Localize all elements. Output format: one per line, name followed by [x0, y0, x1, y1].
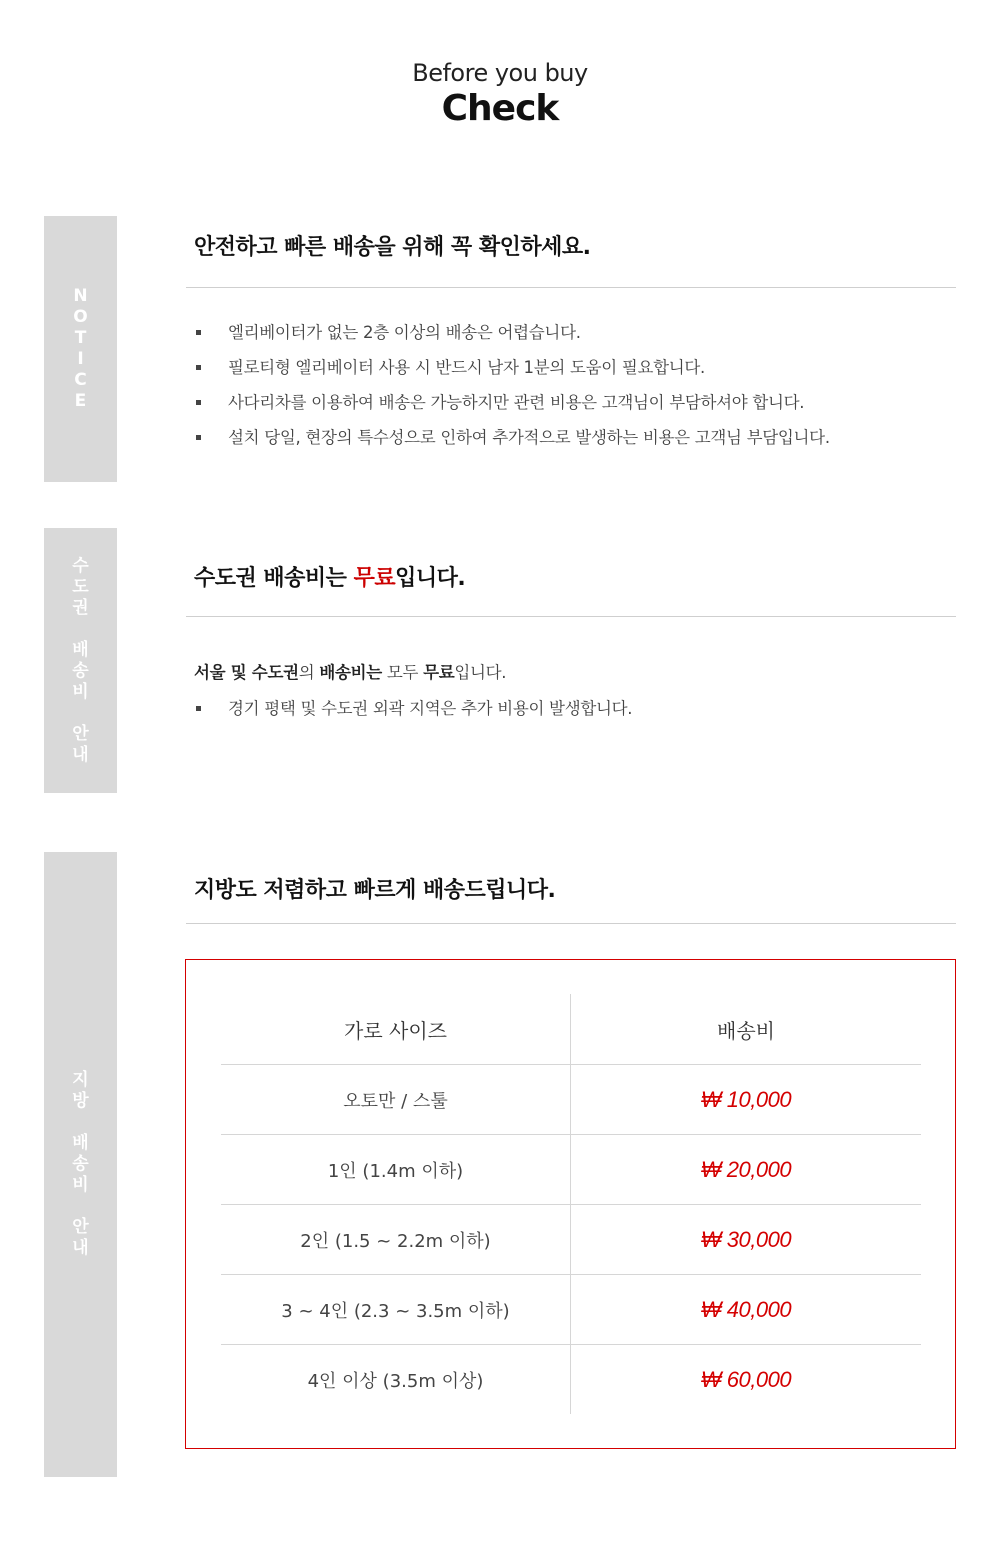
page-title: Check — [441, 88, 559, 129]
notice-item: 엘리베이터가 없는 2층 이상의 배송은 어렵습니다. — [196, 315, 830, 350]
size-cell: 1인 (1.4m 이하) — [221, 1135, 571, 1204]
side-tab-char: 송 — [72, 660, 89, 681]
capital-divider — [186, 616, 956, 617]
lead-bold: 배송비는 — [319, 663, 382, 682]
size-cell: 오토만 / 스툴 — [221, 1065, 571, 1134]
side-tab-char: 비 — [72, 1175, 89, 1195]
capital-side-tab — [44, 528, 117, 793]
header-size: 가로 사이즈 — [221, 994, 571, 1064]
side-tab-char: 수 — [72, 555, 89, 576]
size-cell: 2인 (1.5 ~ 2.2m 이하) — [221, 1205, 571, 1274]
capital-lead — [194, 661, 506, 685]
lead-text: 입니다. — [454, 663, 507, 682]
lead-text: 의 — [298, 663, 320, 682]
table-row — [221, 1134, 921, 1204]
side-tab-char: 내 — [72, 1238, 89, 1258]
table-header-row — [221, 994, 921, 1064]
price-cell: ₩ 30,000 — [700, 1226, 792, 1252]
shipping-fee-table-box — [185, 959, 956, 1449]
table-row — [221, 1344, 921, 1414]
side-tab-char: 안 — [72, 1217, 89, 1237]
notice-list — [196, 315, 830, 455]
capital-title-free: 무료 — [353, 566, 396, 591]
side-tab-char: 도 — [72, 576, 89, 597]
regional-divider — [186, 923, 956, 924]
table-row — [221, 1064, 921, 1134]
side-tab-char: O — [73, 307, 88, 327]
side-tab-char: 방 — [72, 1091, 89, 1111]
side-tab-char: E — [74, 391, 87, 411]
price-cell: ₩ 20,000 — [700, 1156, 792, 1182]
lead-bold: 서울 및 수도권 — [194, 663, 299, 682]
side-tab-char: 지 — [72, 1070, 89, 1090]
side-tab-char: 배 — [72, 639, 89, 660]
side-tab-char: 비 — [72, 681, 89, 702]
side-tab-char: 안 — [72, 723, 89, 744]
side-tab-char: T — [74, 328, 87, 348]
side-tab-char: C — [74, 370, 87, 390]
page-header — [0, 58, 1000, 130]
page-subtitle: Before you buy — [412, 59, 588, 87]
size-cell: 4인 이상 (3.5m 이상) — [221, 1345, 571, 1414]
capital-list — [196, 691, 632, 726]
capital-title-post: 입니다. — [395, 566, 466, 591]
price-cell: ₩ 10,000 — [700, 1086, 792, 1112]
side-tab-char: 배 — [72, 1133, 89, 1153]
lead-text: 모두 — [381, 663, 424, 682]
notice-divider — [186, 287, 956, 288]
shipping-fee-table — [221, 994, 921, 1414]
notice-item: 설치 당일, 현장의 특수성으로 인하여 추가적으로 발생하는 비용은 고객님 부담입니다. — [196, 420, 830, 455]
notice-item: 사다리차를 이용하여 배송은 가능하지만 관련 비용은 고객님이 부담하셔야 합니다. — [196, 385, 830, 420]
notice-side-tab — [44, 216, 117, 482]
side-tab-char: N — [73, 286, 88, 306]
side-tab-char: 내 — [72, 744, 89, 765]
notice-title: 안전하고 빠른 배송을 위해 꼭 확인하세요. — [194, 235, 591, 260]
lead-bold: 무료 — [423, 663, 455, 682]
capital-title-pre: 수도권 배송비는 — [194, 566, 354, 591]
table-row — [221, 1204, 921, 1274]
regional-title: 지방도 저렴하고 빠르게 배송드립니다. — [194, 878, 556, 903]
header-fee: 배송비 — [717, 1018, 775, 1043]
capital-title — [194, 561, 465, 592]
size-cell: 3 ~ 4인 (2.3 ~ 3.5m 이하) — [221, 1275, 571, 1344]
regional-side-tab — [44, 852, 117, 1477]
table-row — [221, 1274, 921, 1344]
side-tab-char: 송 — [72, 1154, 89, 1174]
side-tab-char: 권 — [72, 597, 89, 618]
price-cell: ₩ 60,000 — [700, 1366, 792, 1392]
price-cell: ₩ 40,000 — [700, 1296, 792, 1322]
notice-item: 필로티형 엘리베이터 사용 시 반드시 남자 1분의 도움이 필요합니다. — [196, 350, 830, 385]
capital-item: 경기 평택 및 수도권 외곽 지역은 추가 비용이 발생합니다. — [196, 691, 632, 726]
side-tab-char: I — [77, 349, 84, 369]
